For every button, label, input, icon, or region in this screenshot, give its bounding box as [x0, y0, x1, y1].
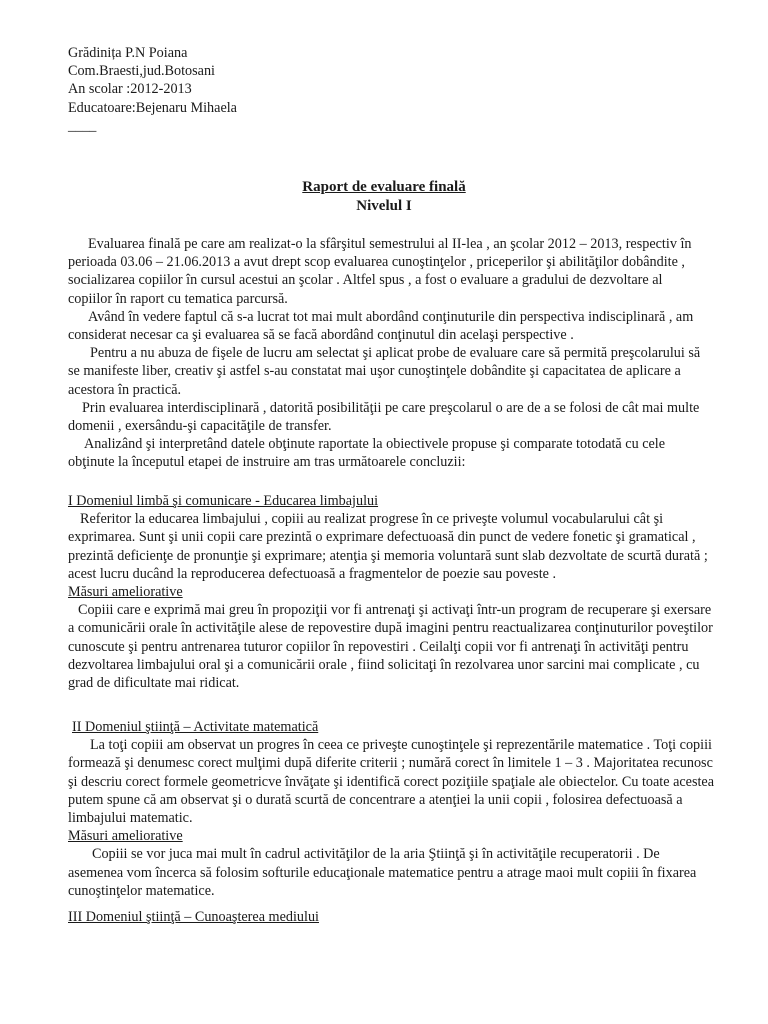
report-title-line1: Raport de evaluare finală: [302, 179, 466, 195]
intro-paragraph-3: Pentru a nu abuza de fişele de lucru am selectat şi aplicat probe de evaluare care să permită preşcolarului să se manifeste liber, creativ şi astfel s-au constatat mai uşor cunoştinţele dobândite şi capacitatea de aplicare a acestora în practică.: [68, 345, 701, 398]
section-2-measures-text: Copiii se vor juca mai mult în cadrul activităţilor de la aria Ştiinţă şi în activităţile recuperatorii . De asemenea vom încerca să folosim softurile educaţionale matematice pentru a atrage maoi mult copiii în fixarea cunoştinţelor matematice.: [68, 846, 697, 899]
intro-section: [68, 235, 708, 472]
teacher-name: Educatoare:Bejenaru Mihaela: [68, 99, 237, 116]
section-1-measures-text: Copiii care e exprimă mai greu în propoziţii vor fi antrenaţi şi activaţi într-un program de recuperare şi exersare a comunicării orale în activităţile alese de repovestire după imagini pentru reactualizarea conţinuturilor poveştilor cunoscute şi pentru antrenarea tuturor copiilor în repovestiri . Ceilalţi copii vor fi antrenaţi în activităţi pentru dezvoltarea limbajului oral şi a comunicării orale , fiind solicitaţi în rezolvarea unor sarcini mai complicate , cu grad de dificultate mai ridicat.: [68, 602, 713, 692]
section-1-heading: I Domeniul limbă şi comunicare - Educarea limbajului: [68, 493, 379, 509]
report-level: [0, 197, 768, 215]
section-2-heading: II Domeniul ştiinţă – Activitate matematică: [72, 719, 319, 735]
intro-paragraph-2: Având în vedere faptul că s-a lucrat tot mai mult abordând conţinuturile din perspectiva indisciplinară , am considerat necesar ca şi evaluarea să se facă abordând conţinutul din acelaşi perspective .: [68, 308, 694, 344]
kindergarten-name: Grădinița P.N Poiana: [68, 45, 188, 61]
section-3-heading: III Domeniul ştiinţă – Cunoaşterea mediului: [68, 909, 319, 925]
section-language: [68, 492, 716, 692]
intro-paragraph-1: Evaluarea finală pe care am realizat-o la sfârşitul semestrului al II-lea , an şcolar 2012 – 2013, respectiv în perioada 03.06 – 21.06.2013 a avut drept scop evaluarea cunoştinţelor , priceperilor şi abilităţilor dobândite , socializarea copiilor în cursul acestui an şcolar . Altfel spus , a fost o evaluare a gradului de dezvoltare al copiilor în raport cu tematica parcursă.: [68, 236, 692, 307]
section-2-measures-heading: Măsuri ameliorative: [68, 828, 183, 845]
section-2-text: La toţi copiii am observat un progres în ceea ce priveşte cunoştinţele şi reprezentările matematice . Toţi copiii formează şi denumesc corect mulţimi după diferite criterii ; numără corect în limitele 1 – 3 . Majoritatea recunosc şi descriu corect formele geometricve învăţate şi identifică corect poziţiile spaţiale ale obiectelor. Cu toate acestea putem spune că am observat şi o durată scurtă de concentrare a atenţiei la unii copii , folosirea defectuoasă a limbajului matematic.: [68, 737, 715, 827]
intro-paragraph-4: Prin evaluarea interdisciplinară , datorită posibilităţii pe care preşcolarul o are de a se folosi de cât mai multe domenii , exersându-şi capacităţile de transfer.: [68, 399, 700, 435]
school-year: An scolar :2012-2013: [68, 81, 192, 98]
section-math: [68, 718, 716, 900]
locality: Com.Braesti,jud.Botosani: [68, 63, 215, 80]
intro-paragraph-5: Analizând şi interpretând datele obţinute raportate la obiectivele propuse şi comparate totodată cu cele obţinute la începutul etapei de instruire am tras următoarele concluzii:: [68, 436, 666, 471]
report-title: [0, 178, 768, 196]
section-environment: [68, 908, 716, 926]
header-rule: ____: [68, 117, 97, 134]
report-title-line2: Nivelul I: [356, 198, 412, 214]
section-1-measures-heading: Măsuri ameliorative: [68, 584, 183, 601]
document-header: [68, 44, 237, 135]
section-1-text: Referitor la educarea limbajului , copiii au realizat progrese în ce priveşte volumul vocabularului cât şi exprimarea. Sunt şi unii copii care prezintă o exprimare defectuoasă din punct de vedere fonetic şi gramatical , prezintă deficienţe de pronunţie şi exprimare; atenţia şi memoria voluntară sunt slab dezvoltate de scurtă durată ; acest lucru ducând la reproducerea defectuoasă a fragmentelor de poezie sau poveste .: [68, 511, 708, 582]
